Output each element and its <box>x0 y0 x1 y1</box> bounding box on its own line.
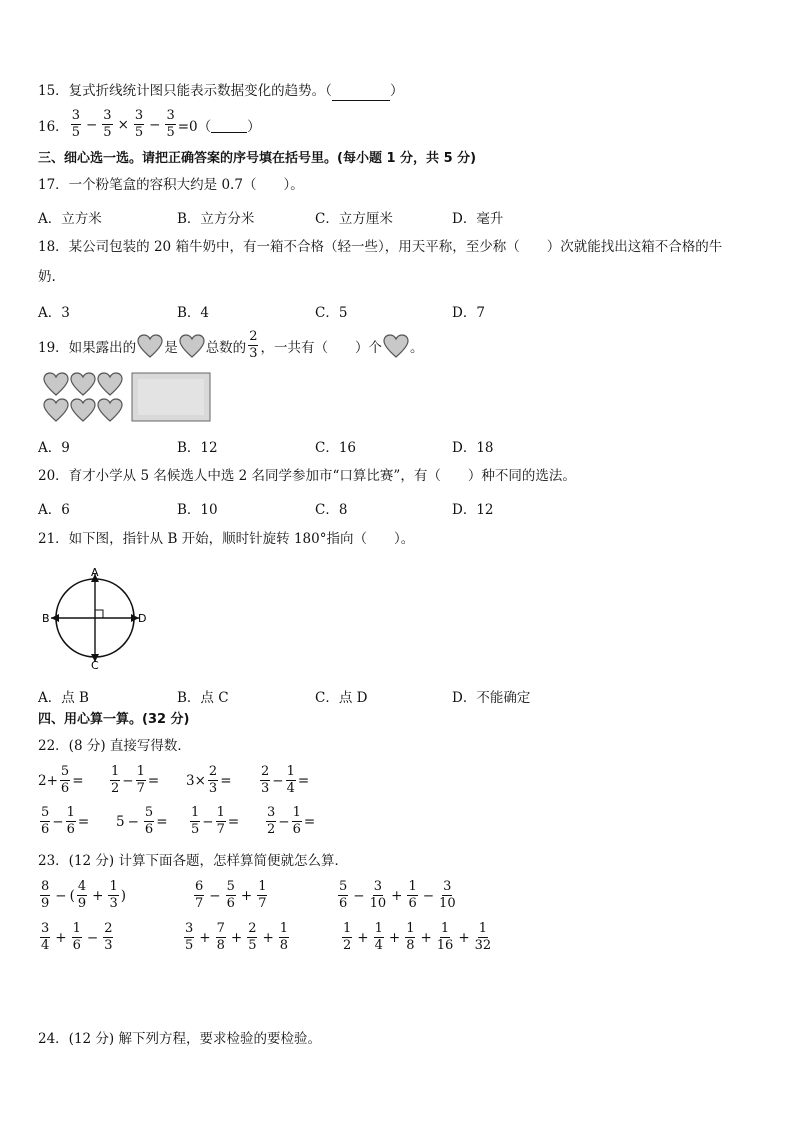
hearts-grid <box>42 371 212 425</box>
option-a[interactable]: A．9 <box>38 440 70 456</box>
option-c[interactable]: C．16 <box>315 440 357 456</box>
answer-blank[interactable] <box>332 82 390 101</box>
fraction: 3 5 <box>71 108 80 140</box>
question-15 <box>38 82 403 101</box>
heart-icon <box>136 333 164 359</box>
option-b[interactable]: B．点 C <box>177 690 229 706</box>
q16-equals: =0（ <box>177 118 212 135</box>
option-d[interactable]: D．18 <box>452 440 494 456</box>
calc-22-5: 5 6 − $\frac{1}{6}$ = <box>41 805 90 837</box>
calc-23-4: 3 4 + $\frac{1}{6}$ − $\frac{2}{3}$ <box>41 921 113 953</box>
calc-23-5: 3 5 + $\frac{7}{8}$ + $\frac{2}{5}$ + $\frac{1}{8}$ <box>185 921 289 953</box>
question-22: 22．(8 分) 直接写得数． <box>38 738 191 754</box>
option-d[interactable]: D．12 <box>452 502 494 518</box>
calc-23-3: 5 6 − $\frac{3}{10}$ + $\frac{1}{6}$ − $\frac{3}{10}$ <box>339 879 456 911</box>
q19-text-mid: ，一共有（ ）个 <box>260 339 382 356</box>
heart-icon <box>98 399 122 421</box>
option-a[interactable]: A．点 B <box>38 690 89 706</box>
heart-icon <box>382 333 410 359</box>
calc-22-3: 3 × $\frac{2}{3}$ = <box>186 764 232 796</box>
calc-22-7: 1 5 − $\frac{1}{7}$ = <box>191 805 240 837</box>
fraction: $\frac{3}{5}$ <box>134 108 144 140</box>
label-d: D <box>138 612 147 625</box>
fraction: $\frac{3}{5}$ <box>166 108 175 140</box>
times-sign: × <box>117 116 129 133</box>
label-b: B <box>42 612 50 625</box>
label-a: A <box>91 566 99 579</box>
q15-close: ） <box>389 83 404 99</box>
calc-23-2: 6 7 − $\frac{5}{6}$ + $\frac{1}{7}$ <box>195 879 267 911</box>
question-21: 21．如下图，指针从 B 开始，顺时针旋转 180°指向（ ）。 <box>38 531 415 547</box>
question-18-line-2: 奶. <box>38 269 56 285</box>
heart-icon <box>71 399 95 421</box>
question-23: 23．(12 分) 计算下面各题，怎样算简便就怎么算． <box>38 853 348 869</box>
heart-icon <box>178 333 206 359</box>
question-18-line-1: 18．某公司包装的 20 箱牛奶中，有一箱不合格（轻一些），用天平称，至少称（ ）次就能找出这箱不合格的牛 <box>38 239 723 255</box>
hearts-figure <box>42 371 212 425</box>
heart-icon <box>71 373 95 395</box>
answer-blank[interactable] <box>211 116 247 133</box>
option-c[interactable]: C．点 D <box>315 690 368 706</box>
section-3-heading: 三、细心选一选。请把正确答案的序号填在括号里。(每小题 1 分，共 5 分) <box>38 151 477 166</box>
fraction: 2 3 <box>249 329 258 361</box>
calc-22-1: 2 + $\frac{5}{6}$ = <box>38 764 84 796</box>
option-b[interactable]: B．12 <box>177 440 218 456</box>
label-c: C <box>91 659 99 672</box>
q15-text: 15．复式折线统计图只能表示数据变化的趋势。（ <box>38 83 332 99</box>
question-16 <box>38 109 261 140</box>
option-a[interactable]: A．3 <box>38 305 70 321</box>
option-d[interactable]: D．不能确定 <box>452 690 531 706</box>
calc-23-1: 8 9 − ( 4 9 + $\frac{1}{3}$ ) <box>41 879 127 911</box>
option-c[interactable]: C．立方厘米 <box>315 211 393 227</box>
question-17: 17．一个粉笔盒的容积大约是 0.7（ ）。 <box>38 177 304 193</box>
question-24: 24．(12 分) 解下列方程，要求检验的要检验。 <box>38 1031 321 1047</box>
option-d[interactable]: D．毫升 <box>452 211 504 227</box>
q19-text-shi: 是 <box>164 339 178 356</box>
q16-close: ） <box>247 118 261 135</box>
q19-text-pre: 19．如果露出的 <box>38 339 137 356</box>
fraction: $\frac{3}{5}$ <box>103 108 112 140</box>
question-20: 20．育才小学从 5 名候选人中选 2 名同学参加市“口算比赛”，有（ ）种不同的选法。 <box>38 468 576 484</box>
option-c[interactable]: C．5 <box>315 305 348 321</box>
minus-sign: − <box>85 116 98 133</box>
option-a[interactable]: A．6 <box>38 502 70 518</box>
minus-sign: − <box>149 116 161 133</box>
section-4-heading: 四、用心算一算。(32 分) <box>38 712 190 727</box>
calc-22-4: 2 3 − $\frac{1}{4}$ = <box>261 764 310 796</box>
dial-svg <box>40 563 150 673</box>
question-19 <box>38 330 423 361</box>
heart-icon <box>44 373 68 395</box>
calc-22-8: 3 2 − $\frac{1}{6}$ = <box>267 805 316 837</box>
compass-diagram <box>40 563 150 673</box>
calc-23-6: 1 2 + $\frac{1}{4}$ + $\frac{1}{8}$ + $\frac{1}{16}$ + $\frac{1}{32}$ <box>343 921 492 953</box>
calc-22-6: 5 − $\frac{5}{6}$ = <box>116 805 168 837</box>
q19-text-zong: 总数的 <box>205 339 247 356</box>
calc-22-2: 1 2 − $\frac{1}{7}$ = <box>111 764 160 796</box>
q16-number: 16． <box>38 118 69 135</box>
option-d[interactable]: D．7 <box>452 305 485 321</box>
option-a[interactable]: A．立方米 <box>38 211 102 227</box>
heart-icon <box>44 399 68 421</box>
option-b[interactable]: B．立方分米 <box>177 211 255 227</box>
option-b[interactable]: B．4 <box>177 305 210 321</box>
option-b[interactable]: B．10 <box>177 502 218 518</box>
heart-icon <box>98 373 122 395</box>
q19-text-end: 。 <box>409 339 424 356</box>
option-c[interactable]: C．8 <box>315 502 348 518</box>
